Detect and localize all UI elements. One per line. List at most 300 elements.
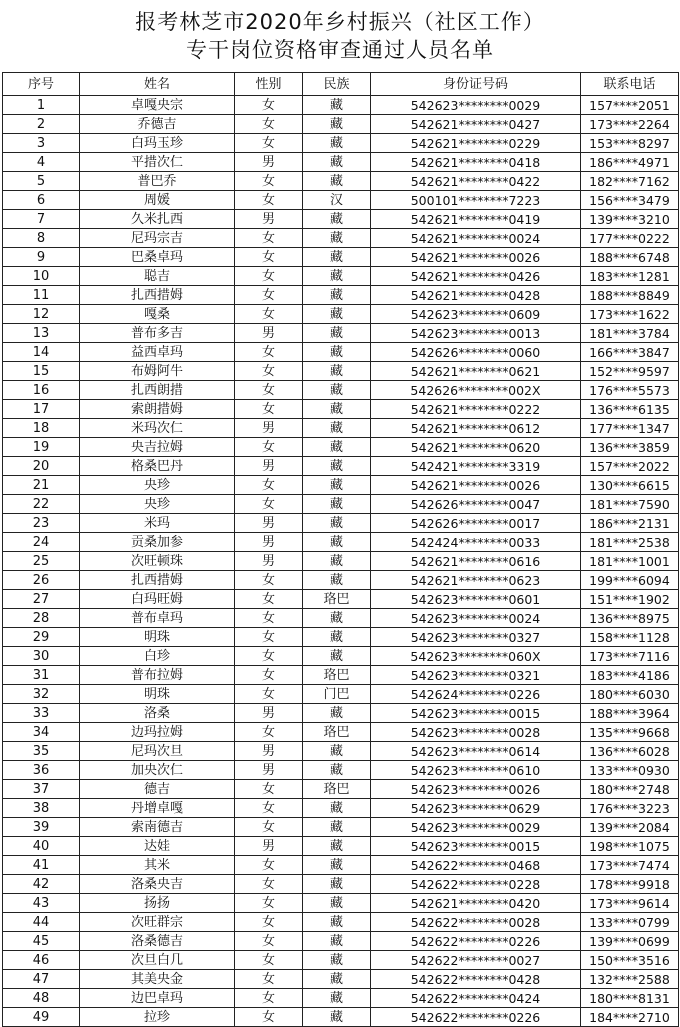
gender-cell: 女: [235, 172, 303, 191]
serial-cell: 42: [3, 875, 80, 894]
id-number-cell: 542622********0428: [371, 970, 581, 989]
id-number-cell: 542626********0047: [371, 495, 581, 514]
id-number-cell: 542623********0024: [371, 609, 581, 628]
id-number-cell: 542621********0621: [371, 362, 581, 381]
name-cell: 米玛: [80, 514, 235, 533]
gender-cell: 男: [235, 837, 303, 856]
serial-cell: 36: [3, 761, 80, 780]
gender-cell: 男: [235, 742, 303, 761]
name-cell: 央珍: [80, 476, 235, 495]
gender-cell: 男: [235, 419, 303, 438]
table-row: [3, 932, 679, 951]
ethnicity-cell: 藏: [303, 248, 371, 267]
phone-cell: 139****2084: [581, 818, 679, 837]
name-cell: 平措次仁: [80, 153, 235, 172]
ethnicity-cell: 藏: [303, 229, 371, 248]
gender-cell: 女: [235, 115, 303, 134]
table-row: [3, 533, 679, 552]
ethnicity-cell: 藏: [303, 571, 371, 590]
name-cell: 久米扎西: [80, 210, 235, 229]
id-number-cell: 542622********0226: [371, 932, 581, 951]
ethnicity-cell: 藏: [303, 115, 371, 134]
id-number-cell: 542622********0226: [371, 1008, 581, 1027]
serial-cell: 30: [3, 647, 80, 666]
serial-cell: 11: [3, 286, 80, 305]
id-number-cell: 542421********3319: [371, 457, 581, 476]
id-number-cell: 542626********0017: [371, 514, 581, 533]
document-title-line-2: 专干岗位资格审查通过人员名单: [186, 38, 494, 62]
serial-cell: 26: [3, 571, 80, 590]
name-cell: 索南德吉: [80, 818, 235, 837]
serial-cell: 44: [3, 913, 80, 932]
ethnicity-cell: 藏: [303, 856, 371, 875]
gender-cell: 女: [235, 438, 303, 457]
gender-cell: 女: [235, 267, 303, 286]
table-row: [3, 970, 679, 989]
gender-cell: 女: [235, 780, 303, 799]
table-header: [3, 73, 679, 96]
ethnicity-cell: 门巴: [303, 685, 371, 704]
id-number-cell: 542623********0321: [371, 666, 581, 685]
ethnicity-cell: 珞巴: [303, 590, 371, 609]
name-cell: 洛桑德吉: [80, 932, 235, 951]
name-cell: 普巴乔: [80, 172, 235, 191]
phone-cell: 180****8131: [581, 989, 679, 1008]
id-number-cell: 542621********0612: [371, 419, 581, 438]
serial-cell: 33: [3, 704, 80, 723]
phone-cell: 133****0930: [581, 761, 679, 780]
phone-cell: 132****2588: [581, 970, 679, 989]
name-cell: 卓嘎央宗: [80, 96, 235, 115]
gender-cell: 女: [235, 381, 303, 400]
table-row: [3, 286, 679, 305]
name-cell: 索朗措姆: [80, 400, 235, 419]
name-cell: 拉珍: [80, 1008, 235, 1027]
serial-cell: 34: [3, 723, 80, 742]
gender-cell: 男: [235, 704, 303, 723]
id-number-cell: 500101********7223: [371, 191, 581, 210]
serial-cell: 14: [3, 343, 80, 362]
name-cell: 米玛次仁: [80, 419, 235, 438]
phone-cell: 173****7474: [581, 856, 679, 875]
phone-cell: 177****0222: [581, 229, 679, 248]
serial-cell: 23: [3, 514, 80, 533]
serial-cell: 13: [3, 324, 80, 343]
phone-cell: 136****3859: [581, 438, 679, 457]
ethnicity-cell: 藏: [303, 495, 371, 514]
name-cell: 央珍: [80, 495, 235, 514]
table-row: [3, 818, 679, 837]
gender-cell: 男: [235, 457, 303, 476]
serial-cell: 41: [3, 856, 80, 875]
phone-cell: 181****2538: [581, 533, 679, 552]
table-row: [3, 742, 679, 761]
ethnicity-cell: 藏: [303, 951, 371, 970]
gender-cell: 女: [235, 951, 303, 970]
table-row: [3, 134, 679, 153]
serial-cell: 10: [3, 267, 80, 286]
table-row: [3, 628, 679, 647]
ethnicity-cell: 藏: [303, 932, 371, 951]
table-row: [3, 210, 679, 229]
phone-cell: 135****9668: [581, 723, 679, 742]
phone-cell: 188****6748: [581, 248, 679, 267]
phone-cell: 173****2264: [581, 115, 679, 134]
gender-cell: 女: [235, 894, 303, 913]
gender-cell: 男: [235, 210, 303, 229]
serial-cell: 7: [3, 210, 80, 229]
serial-cell: 31: [3, 666, 80, 685]
name-cell: 扬扬: [80, 894, 235, 913]
name-cell: 其美央金: [80, 970, 235, 989]
name-cell: 其米: [80, 856, 235, 875]
serial-cell: 48: [3, 989, 80, 1008]
ethnicity-cell: 藏: [303, 343, 371, 362]
serial-cell: 5: [3, 172, 80, 191]
name-cell: 贡桑加参: [80, 533, 235, 552]
table-row: [3, 571, 679, 590]
serial-cell: 3: [3, 134, 80, 153]
serial-cell: 37: [3, 780, 80, 799]
name-cell: 次旺顿珠: [80, 552, 235, 571]
table-row: [3, 343, 679, 362]
phone-cell: 156****3479: [581, 191, 679, 210]
phone-cell: 173****9614: [581, 894, 679, 913]
ethnicity-cell: 藏: [303, 267, 371, 286]
name-cell: 白玛旺姆: [80, 590, 235, 609]
gender-cell: 女: [235, 571, 303, 590]
table-row: [3, 1008, 679, 1027]
table-row: [3, 96, 679, 115]
table-row: [3, 989, 679, 1008]
serial-cell: 16: [3, 381, 80, 400]
serial-cell: 18: [3, 419, 80, 438]
gender-cell: 女: [235, 134, 303, 153]
id-number-cell: 542621********0428: [371, 286, 581, 305]
phone-cell: 136****8975: [581, 609, 679, 628]
gender-cell: 女: [235, 799, 303, 818]
id-number-cell: 542621********0427: [371, 115, 581, 134]
gender-cell: 女: [235, 362, 303, 381]
ethnicity-cell: 藏: [303, 96, 371, 115]
phone-cell: 181****1001: [581, 552, 679, 571]
ethnicity-cell: 藏: [303, 324, 371, 343]
id-number-cell: 542623********0029: [371, 96, 581, 115]
ethnicity-cell: 藏: [303, 742, 371, 761]
serial-cell: 15: [3, 362, 80, 381]
table-row: [3, 419, 679, 438]
name-cell: 丹增卓嘎: [80, 799, 235, 818]
phone-cell: 130****6615: [581, 476, 679, 495]
id-number-cell: 542621********0222: [371, 400, 581, 419]
table-body: [3, 96, 679, 1027]
table-row: [3, 837, 679, 856]
table-row: [3, 153, 679, 172]
name-cell: 洛桑: [80, 704, 235, 723]
name-cell: 次旺群宗: [80, 913, 235, 932]
name-cell: 嘎桑: [80, 305, 235, 324]
ethnicity-cell: 藏: [303, 533, 371, 552]
serial-cell: 27: [3, 590, 80, 609]
name-cell: 白玛玉珍: [80, 134, 235, 153]
name-cell: 明珠: [80, 628, 235, 647]
gender-cell: 女: [235, 647, 303, 666]
ethnicity-cell: 藏: [303, 818, 371, 837]
ethnicity-cell: 藏: [303, 799, 371, 818]
ethnicity-cell: 藏: [303, 1008, 371, 1027]
phone-cell: 181****7590: [581, 495, 679, 514]
phone-cell: 173****1622: [581, 305, 679, 324]
table-row: [3, 438, 679, 457]
serial-cell: 38: [3, 799, 80, 818]
phone-cell: 178****9918: [581, 875, 679, 894]
name-cell: 扎西措姆: [80, 286, 235, 305]
ethnicity-cell: 藏: [303, 400, 371, 419]
serial-cell: 21: [3, 476, 80, 495]
id-number-cell: 542623********0015: [371, 704, 581, 723]
header-phone: 联系电话: [581, 73, 679, 96]
ethnicity-cell: 藏: [303, 761, 371, 780]
ethnicity-cell: 藏: [303, 419, 371, 438]
serial-cell: 28: [3, 609, 80, 628]
table-row: [3, 229, 679, 248]
serial-cell: 47: [3, 970, 80, 989]
id-number-cell: 542623********0610: [371, 761, 581, 780]
ethnicity-cell: 藏: [303, 609, 371, 628]
id-number-cell: 542621********0026: [371, 248, 581, 267]
id-number-cell: 542621********0616: [371, 552, 581, 571]
phone-cell: 139****0699: [581, 932, 679, 951]
id-number-cell: 542621********0420: [371, 894, 581, 913]
ethnicity-cell: 藏: [303, 875, 371, 894]
id-number-cell: 542621********0422: [371, 172, 581, 191]
gender-cell: 女: [235, 343, 303, 362]
phone-cell: 180****2748: [581, 780, 679, 799]
id-number-cell: 542621********0419: [371, 210, 581, 229]
gender-cell: 女: [235, 723, 303, 742]
ethnicity-cell: 藏: [303, 210, 371, 229]
gender-cell: 女: [235, 191, 303, 210]
header-ethnicity: 民族: [303, 73, 371, 96]
table-row: [3, 723, 679, 742]
ethnicity-cell: 藏: [303, 476, 371, 495]
id-number-cell: 542623********060X: [371, 647, 581, 666]
gender-cell: 女: [235, 856, 303, 875]
name-cell: 边巴卓玛: [80, 989, 235, 1008]
table-row: [3, 400, 679, 419]
id-number-cell: 542622********0424: [371, 989, 581, 1008]
name-cell: 周媛: [80, 191, 235, 210]
id-number-cell: 542623********0026: [371, 780, 581, 799]
serial-cell: 24: [3, 533, 80, 552]
id-number-cell: 542623********0327: [371, 628, 581, 647]
name-cell: 尼玛宗吉: [80, 229, 235, 248]
gender-cell: 女: [235, 818, 303, 837]
phone-cell: 186****2131: [581, 514, 679, 533]
serial-cell: 45: [3, 932, 80, 951]
serial-cell: 20: [3, 457, 80, 476]
gender-cell: 女: [235, 590, 303, 609]
phone-cell: 157****2051: [581, 96, 679, 115]
gender-cell: 女: [235, 666, 303, 685]
ethnicity-cell: 藏: [303, 704, 371, 723]
header-row: [3, 73, 679, 96]
gender-cell: 女: [235, 609, 303, 628]
name-cell: 尼玛次旦: [80, 742, 235, 761]
ethnicity-cell: 藏: [303, 381, 371, 400]
id-number-cell: 542624********0226: [371, 685, 581, 704]
serial-cell: 8: [3, 229, 80, 248]
table-row: [3, 913, 679, 932]
table-row: [3, 324, 679, 343]
phone-cell: 173****7116: [581, 647, 679, 666]
phone-cell: 157****2022: [581, 457, 679, 476]
table-row: [3, 248, 679, 267]
header-serial-number: 序号: [3, 73, 80, 96]
name-cell: 明珠: [80, 685, 235, 704]
gender-cell: 女: [235, 248, 303, 267]
phone-cell: 150****3516: [581, 951, 679, 970]
candidate-table: [2, 72, 679, 1027]
table-row: [3, 875, 679, 894]
phone-cell: 158****1128: [581, 628, 679, 647]
table-row: [3, 666, 679, 685]
ethnicity-cell: 珞巴: [303, 666, 371, 685]
phone-cell: 184****2710: [581, 1008, 679, 1027]
name-cell: 格桑巴丹: [80, 457, 235, 476]
ethnicity-cell: 藏: [303, 970, 371, 989]
ethnicity-cell: 藏: [303, 837, 371, 856]
phone-cell: 139****3210: [581, 210, 679, 229]
gender-cell: 女: [235, 875, 303, 894]
table-row: [3, 647, 679, 666]
table-row: [3, 856, 679, 875]
name-cell: 边玛拉姆: [80, 723, 235, 742]
serial-cell: 6: [3, 191, 80, 210]
serial-cell: 9: [3, 248, 80, 267]
id-number-cell: 542621********0620: [371, 438, 581, 457]
ethnicity-cell: 藏: [303, 514, 371, 533]
serial-cell: 17: [3, 400, 80, 419]
name-cell: 普布多吉: [80, 324, 235, 343]
header-gender: 性别: [235, 73, 303, 96]
serial-cell: 49: [3, 1008, 80, 1027]
phone-cell: 136****6028: [581, 742, 679, 761]
serial-cell: 32: [3, 685, 80, 704]
phone-cell: 188****3964: [581, 704, 679, 723]
id-number-cell: 542623********0609: [371, 305, 581, 324]
serial-cell: 35: [3, 742, 80, 761]
phone-cell: 152****9597: [581, 362, 679, 381]
table-row: [3, 590, 679, 609]
gender-cell: 女: [235, 913, 303, 932]
gender-cell: 男: [235, 552, 303, 571]
ethnicity-cell: 藏: [303, 552, 371, 571]
table-row: [3, 495, 679, 514]
phone-cell: 166****3847: [581, 343, 679, 362]
gender-cell: 男: [235, 761, 303, 780]
ethnicity-cell: 藏: [303, 989, 371, 1008]
table-row: [3, 609, 679, 628]
serial-cell: 19: [3, 438, 80, 457]
ethnicity-cell: 藏: [303, 438, 371, 457]
id-number-cell: 542621********0418: [371, 153, 581, 172]
name-cell: 央吉拉姆: [80, 438, 235, 457]
name-cell: 益西卓玛: [80, 343, 235, 362]
phone-cell: 181****3784: [581, 324, 679, 343]
id-number-cell: 542622********0468: [371, 856, 581, 875]
serial-cell: 29: [3, 628, 80, 647]
name-cell: 巴桑卓玛: [80, 248, 235, 267]
table-row: [3, 685, 679, 704]
gender-cell: 女: [235, 400, 303, 419]
name-cell: 普布卓玛: [80, 609, 235, 628]
name-cell: 普布拉姆: [80, 666, 235, 685]
name-cell: 扎西措姆: [80, 571, 235, 590]
serial-cell: 40: [3, 837, 80, 856]
ethnicity-cell: 藏: [303, 286, 371, 305]
phone-cell: 136****6135: [581, 400, 679, 419]
id-number-cell: 542623********0601: [371, 590, 581, 609]
name-cell: 德吉: [80, 780, 235, 799]
name-cell: 乔德吉: [80, 115, 235, 134]
ethnicity-cell: 藏: [303, 894, 371, 913]
phone-cell: 133****0799: [581, 913, 679, 932]
table-row: [3, 362, 679, 381]
gender-cell: 女: [235, 685, 303, 704]
table-row: [3, 761, 679, 780]
id-number-cell: 542424********0033: [371, 533, 581, 552]
name-cell: 布姆阿牛: [80, 362, 235, 381]
phone-cell: 180****6030: [581, 685, 679, 704]
phone-cell: 183****1281: [581, 267, 679, 286]
table-row: [3, 115, 679, 134]
ethnicity-cell: 藏: [303, 913, 371, 932]
id-number-cell: 542623********0015: [371, 837, 581, 856]
phone-cell: 199****6094: [581, 571, 679, 590]
name-cell: 加央次仁: [80, 761, 235, 780]
serial-cell: 2: [3, 115, 80, 134]
ethnicity-cell: 藏: [303, 362, 371, 381]
id-number-cell: 542621********0623: [371, 571, 581, 590]
gender-cell: 女: [235, 96, 303, 115]
table-row: [3, 780, 679, 799]
ethnicity-cell: 汉: [303, 191, 371, 210]
id-number-cell: 542623********0029: [371, 818, 581, 837]
gender-cell: 女: [235, 989, 303, 1008]
serial-cell: 46: [3, 951, 80, 970]
gender-cell: 男: [235, 153, 303, 172]
document-title-line-1: 报考林芝市2020年乡村振兴（社区工作）: [135, 10, 545, 34]
table-row: [3, 305, 679, 324]
name-cell: 扎西朗措: [80, 381, 235, 400]
table-row: [3, 514, 679, 533]
gender-cell: 女: [235, 628, 303, 647]
phone-cell: 176****5573: [581, 381, 679, 400]
gender-cell: 女: [235, 932, 303, 951]
name-cell: 白珍: [80, 647, 235, 666]
ethnicity-cell: 珞巴: [303, 780, 371, 799]
ethnicity-cell: 藏: [303, 457, 371, 476]
ethnicity-cell: 藏: [303, 628, 371, 647]
gender-cell: 女: [235, 305, 303, 324]
table-row: [3, 191, 679, 210]
id-number-cell: 542622********0028: [371, 913, 581, 932]
phone-cell: 151****1902: [581, 590, 679, 609]
serial-cell: 12: [3, 305, 80, 324]
id-number-cell: 542621********0026: [371, 476, 581, 495]
ethnicity-cell: 藏: [303, 153, 371, 172]
